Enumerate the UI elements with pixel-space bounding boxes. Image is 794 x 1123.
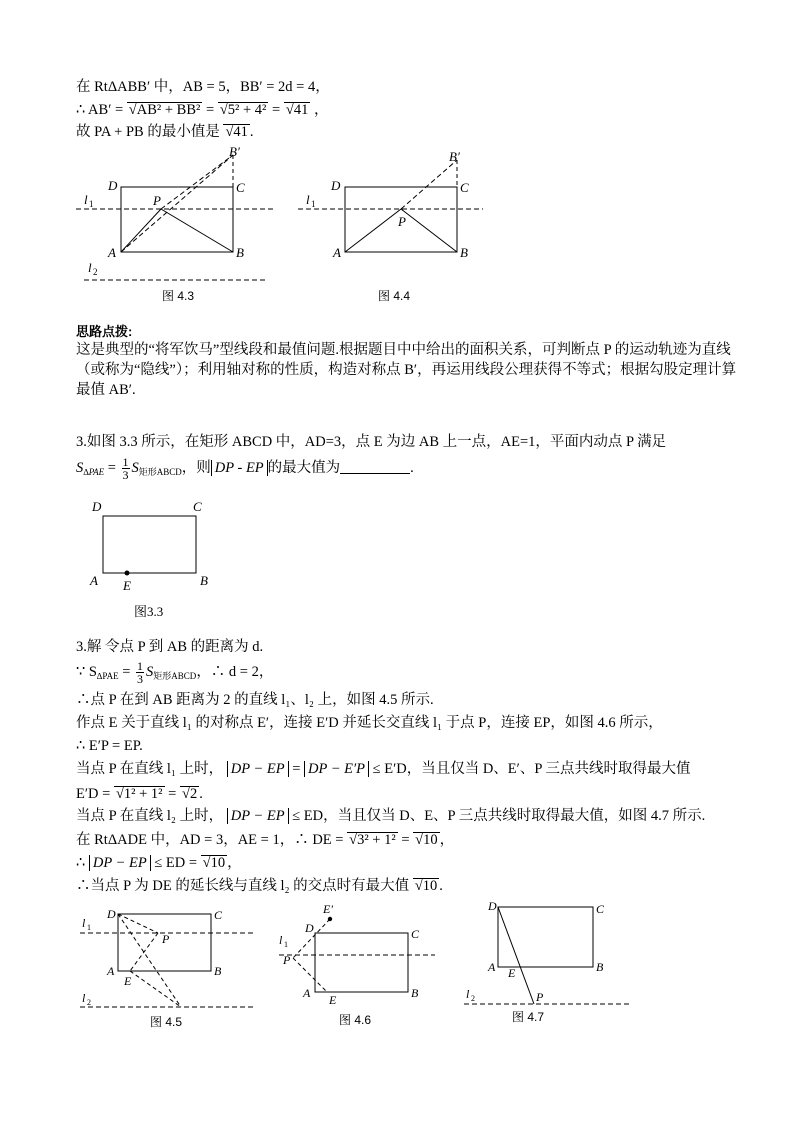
hint-line: 最值 AB′. (76, 382, 136, 398)
fraction (136, 660, 144, 685)
label-d: D (107, 907, 116, 921)
label-d: D (331, 178, 341, 193)
rectangle-abcd (103, 516, 196, 573)
segment-ep2 (130, 971, 181, 1007)
radical: √AB² + BB² (128, 102, 201, 118)
label-l1: l (84, 192, 88, 207)
label-c: C (411, 927, 420, 941)
text-span: . (199, 786, 203, 802)
text-line: 在 RtΔABB′ 中，AB = 5，BB′ = 2d = 4， (76, 79, 330, 95)
text-sub: ∆PAE (83, 466, 105, 477)
radical: √10 (202, 855, 226, 871)
text-span: = (401, 832, 410, 848)
figure-4-4 (298, 140, 488, 305)
text-span: ∴当点 P 为 DE 的延长线与直线 l₂ 的交点时有最大值 (76, 878, 410, 894)
label-c: C (214, 908, 223, 922)
denominator: 3 (137, 672, 144, 686)
text-span: 故 PA + PB 的最小值是 (76, 124, 220, 140)
rectangle-abcd (315, 933, 408, 992)
radical: √2 (181, 786, 198, 802)
radical: √41 (285, 102, 309, 118)
rectangle-abcd (498, 907, 593, 967)
solution-line (76, 759, 690, 779)
radical: √5² + 4² (219, 102, 267, 118)
segment-pb1 (161, 155, 233, 209)
segment-ap (121, 209, 161, 252)
label-l2-sub: 2 (471, 994, 475, 1003)
point-e (125, 571, 130, 576)
label-b: B (411, 986, 419, 1000)
label-b: B (460, 245, 468, 260)
segment-dp (498, 907, 534, 1004)
text-span: ∴ (76, 855, 86, 871)
label-l1: l (306, 192, 310, 207)
solution-line (76, 784, 203, 804)
caption: 图 4.5 (150, 1015, 183, 1029)
radicand: 1² + 1² (123, 786, 163, 802)
figure-4-5 (76, 900, 266, 1032)
radicand: 2 (189, 786, 198, 802)
label-d: D (92, 499, 102, 514)
solution-line (76, 853, 242, 873)
text-span: S (131, 459, 139, 476)
segment-ap (345, 209, 401, 252)
text-span: 当点 P 在直线 l₂ 上时， (76, 808, 224, 824)
label-e: E (123, 578, 131, 593)
caption: 图3.3 (134, 604, 164, 619)
radicand: 10 (423, 832, 438, 848)
label-a: A (303, 986, 311, 1000)
label-e: E (124, 974, 132, 988)
hint-title: 思路点拨: (76, 324, 133, 339)
text-span: = (107, 459, 116, 476)
segment-ab1 (121, 155, 233, 252)
denominator: 3 (122, 468, 129, 482)
text-span: ≤ E′D，当且仅当 D、E′、P 三点共线时取得最大值 (372, 761, 691, 777)
text-span: ， (313, 102, 329, 118)
text-span: ， (227, 855, 242, 871)
radical: √10 (414, 878, 438, 894)
answer-blank[interactable] (340, 459, 410, 474)
label-p: P (398, 214, 406, 229)
radicand: 10 (210, 855, 226, 871)
radicand: 3² + 1² (357, 832, 396, 848)
text-sub: ∆PAE (96, 670, 119, 681)
segment-pb (161, 209, 233, 252)
abs-value: DP - EP (211, 460, 268, 476)
label-l1-sub: 1 (311, 199, 316, 209)
label-a: A (488, 960, 496, 974)
label-b: B (596, 960, 604, 974)
label-b: B (214, 964, 222, 978)
figure-4-3 (76, 140, 276, 305)
label-p: P (283, 953, 291, 967)
text-span: ，则 (181, 459, 211, 476)
text-span: = (122, 663, 131, 680)
text-span: . (410, 459, 414, 476)
radicand: 41 (233, 124, 248, 140)
caption: 图 4.6 (339, 1013, 372, 1027)
problem-line (76, 456, 414, 482)
label-a: A (108, 245, 116, 260)
abs-value: DP − EP (89, 855, 151, 871)
text-span: ∵ S (76, 663, 97, 680)
label-l2: l (88, 260, 92, 275)
radicand: 10 (422, 878, 438, 894)
label-l1-sub: 1 (89, 199, 94, 209)
solution-line: 3.解 令点 P 到 AB 的距离为 d. (76, 639, 264, 655)
label-c: C (193, 499, 202, 514)
label-e: E (329, 993, 337, 1007)
label-l1: l (279, 933, 283, 947)
text-span: ∴ AB′ = (76, 102, 124, 118)
label-a: A (90, 573, 98, 588)
label-a: A (107, 964, 115, 978)
label-b1: B′ (449, 149, 460, 164)
label-d: D (305, 921, 314, 935)
solution-line: 作点 E 关于直线 l₁ 的对称点 E′，连接 E′D 并延长交直线 l₁ 于点 P，连接 EP，如图 4.6 所示， (76, 715, 663, 731)
text-span: . (249, 124, 254, 140)
text-sub: 矩形ABCD (138, 466, 182, 477)
abs-value: DP − EP (227, 808, 289, 824)
text-span: S (76, 459, 84, 476)
solution-line (76, 660, 273, 686)
text-sub: 矩形ABCD (153, 670, 197, 681)
label-c: C (460, 180, 469, 195)
radicand: AB² + BB² (136, 102, 201, 118)
hint-line: （或称为“隐线”）；利用轴对称的性质，构造对称点 B′，再运用线段公理获得不等式；根据勾股定理计算 (76, 362, 737, 378)
label-e1: E′ (323, 902, 333, 916)
label-b: B (236, 245, 244, 260)
label-e: E (508, 966, 516, 980)
label-l2: l (82, 991, 86, 1005)
text-span: = (292, 761, 301, 777)
label-p: P (536, 990, 544, 1004)
segment-dp2 (118, 914, 181, 1007)
text-span: 的最大值为 (267, 459, 341, 476)
numerator: 1 (137, 659, 144, 673)
caption: 图 4.4 (378, 289, 411, 303)
fraction (122, 456, 130, 481)
label-b: B (200, 573, 208, 588)
segment-pb (401, 209, 457, 252)
text-span: ，∴ d = 2， (196, 663, 274, 680)
text-span: = (168, 786, 177, 802)
label-l2: l (466, 987, 470, 1001)
label-b1: B′ (229, 144, 240, 159)
label-l1-sub: 1 (284, 940, 288, 949)
label-l2-sub: 2 (87, 998, 91, 1007)
label-l1-sub: 1 (87, 923, 91, 932)
caption: 图 4.7 (512, 1010, 545, 1024)
label-d: D (488, 899, 497, 913)
solution-line: ∴ E′P = EP. (76, 738, 143, 754)
text-line (76, 100, 328, 120)
radical: √3² + 1² (349, 832, 396, 848)
numerator: 1 (122, 455, 129, 469)
figure-3-3 (86, 496, 226, 626)
text-span: ≤ ED，当且仅当 D、E、P 三点共线时取得最大值，如图 4.7 所示. (292, 808, 706, 824)
text-span: ， (439, 832, 455, 848)
label-c: C (236, 180, 245, 195)
text-span: 在 RtΔADE 中，AD = 3，AE = 1，∴ DE = (76, 832, 344, 848)
solution-line (76, 876, 443, 896)
hint-line: 这是典型的“将军饮马”型线段和最值问题.根据题目中中给出的面积关系，可判断点 P 的运动轨迹为直线 (76, 342, 731, 358)
label-d: D (108, 178, 118, 193)
figure-4-6 (275, 900, 445, 1032)
label-l2-sub: 2 (93, 267, 98, 277)
radical: √41 (225, 124, 248, 140)
problem-line: 3.如图 3.3 所示，在矩形 ABCD 中，AD=3，点 E 为边 AB 上一点，AE=1，平面内动点 P 满足 (76, 434, 667, 450)
label-l1: l (82, 916, 86, 930)
radicand: 41 (293, 102, 309, 118)
text-span: E′D = (76, 786, 111, 802)
abs-value: DP − E′P (304, 761, 369, 777)
text-span: ≤ ED = (154, 855, 198, 871)
label-c: C (596, 902, 605, 916)
text-span: . (439, 878, 443, 894)
label-p: P (153, 193, 161, 208)
text-span: S (146, 663, 154, 680)
segment-pb1 (401, 160, 457, 209)
text-span: 当点 P 在直线 l₁ 上时， (76, 761, 224, 777)
text-span: = (272, 102, 281, 118)
figure-4-7 (460, 895, 640, 1027)
text-line (76, 122, 254, 142)
caption: 图 4.3 (162, 289, 195, 303)
solution-line: ∴点 P 在到 AB 距离为 2 的直线 l₁、l₂ 上，如图 4.5 所示. (76, 692, 434, 708)
solution-line (76, 806, 705, 826)
label-a: A (333, 245, 341, 260)
radical: √10 (415, 832, 438, 848)
abs-value: DP − EP (227, 761, 289, 777)
segment-dp (118, 914, 158, 933)
text-span: = (206, 102, 215, 118)
radicand: 5² + 4² (227, 102, 267, 118)
label-p: P (162, 932, 170, 946)
solution-line (76, 830, 454, 850)
radical: √1² + 1² (115, 786, 163, 802)
